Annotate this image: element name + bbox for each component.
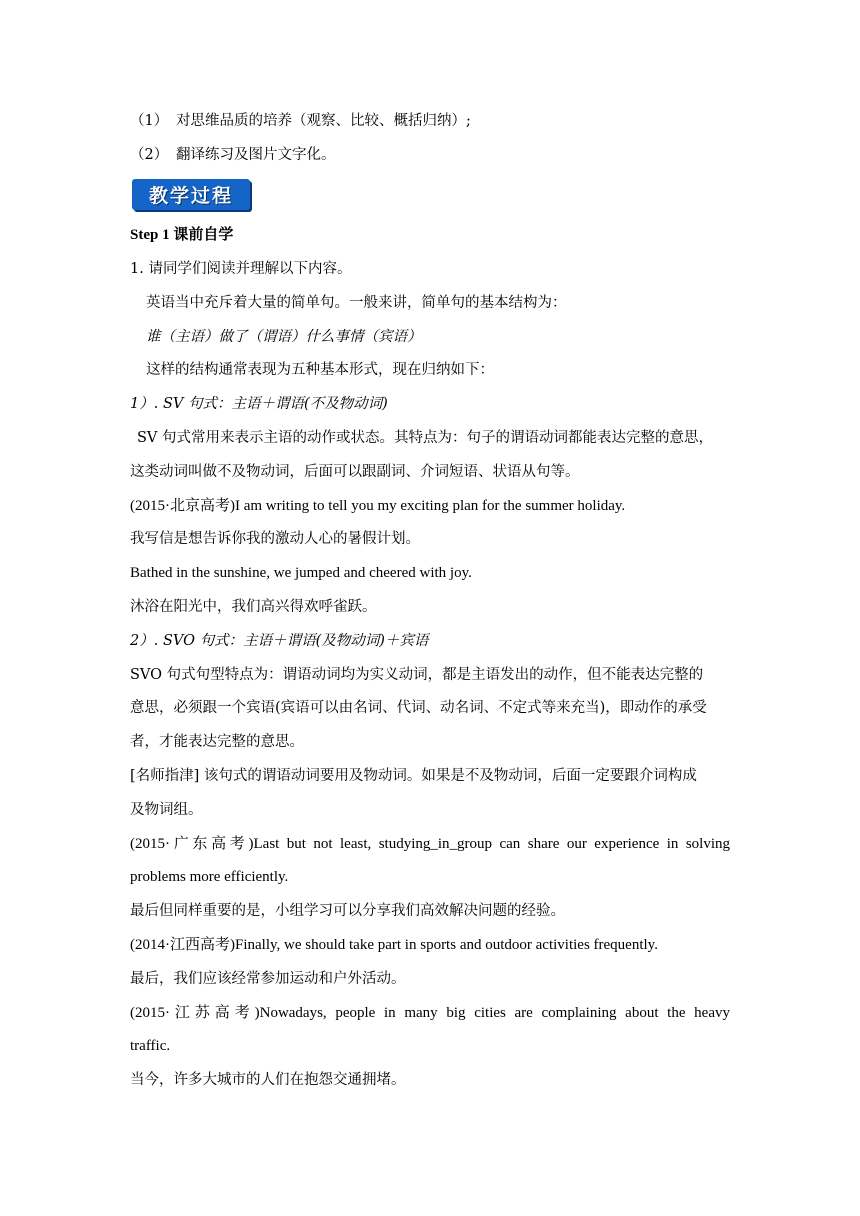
svo-example-1-en-line-1: (2015·广东高考)Last but not least, studying_in_group can share our experience in solving (130, 836, 730, 852)
svo-desc-line-3: 者，才能表达完整的意思。 (130, 734, 304, 750)
sv-desc-line-1: SV 句式常用来表示主语的动作或状态。其特点为：句子的谓语动词都能表达完整的意思， (137, 430, 714, 446)
objective-1-text: 对思维品质的培养（观察、比较、概括归纳）; (176, 113, 471, 129)
intro-formula: 谁（主语）做了（谓语）什么事情（宾语） (146, 329, 422, 345)
svo-desc-line-2: 意思，必须跟一个宾语(宾语可以由名词、代词、动名词、不定式等来充当)，即动作的承受 (130, 700, 707, 716)
svo-example-2-en: (2014·江西高考)Finally, we should take part in sports and outdoor activities frequently. (130, 937, 658, 953)
svo-example-3-cn: 当今，许多大城市的人们在抱怨交通拥堵。 (130, 1072, 406, 1088)
objective-2-number: （2） (130, 147, 169, 163)
objective-2 (130, 145, 336, 165)
sv-example-2-cn: 沐浴在阳光中，我们高兴得欢呼雀跃。 (130, 599, 377, 615)
svo-example-1-en-line-2: problems more efficiently. (130, 869, 289, 885)
sv-example-1-en: (2015·北京高考)I am writing to tell you my exciting plan for the summer holiday. (130, 498, 626, 514)
svo-example-3-en-line-2: traffic. (130, 1038, 171, 1054)
intro-line-1: 英语当中充斥着大量的简单句。一般来讲，简单句的基本结构为： (146, 295, 567, 311)
sv-example-2-en: Bathed in the sunshine, we jumped and cheered with joy. (130, 565, 472, 581)
objective-1 (130, 111, 471, 131)
svo-example-1-cn: 最后但同样重要的是，小组学习可以分享我们高效解决问题的经验。 (130, 903, 565, 919)
svo-heading: 2）. SVO 句式：主语＋谓语(及物动词)＋宾语 (130, 633, 429, 649)
section-banner (132, 179, 250, 210)
objective-2-text: 翻译练习及图片文字化。 (176, 147, 336, 163)
intro-line-3: 这样的结构通常表现为五种基本形式，现在归纳如下： (146, 362, 494, 378)
objective-1-number: （1） (130, 113, 169, 129)
svo-tip-line-2: 及物词组。 (130, 802, 203, 818)
sv-example-1-cn: 我写信是想告诉你我的激动人心的暑假计划。 (130, 531, 420, 547)
item-1: 1. 请同学们阅读并理解以下内容。 (130, 261, 352, 277)
sv-desc-line-2: 这类动词叫做不及物动词，后面可以跟副词、介词短语、状语从句等。 (130, 464, 580, 480)
svo-example-2-cn: 最后，我们应该经常参加运动和户外活动。 (130, 971, 406, 987)
svo-example-3-en-line-1: (2015·江苏高考)Nowadays, people in many big cities are complaining about the heavy (130, 1005, 730, 1021)
section-banner-label: 教学过程 (148, 185, 233, 207)
svo-desc-line-1: SVO 句式句型特点为：谓语动词均为实义动词，都是主语发出的动作，但不能表达完整的 (130, 667, 704, 683)
step-heading: Step 1 课前自学 (130, 227, 234, 243)
sv-heading: 1）. SV 句式：主语＋谓语(不及物动词) (130, 396, 388, 412)
svo-tip-line-1: [名师指津] 该句式的谓语动词要用及物动词。如果是不及物动词，后面一定要跟介词构成 (130, 768, 697, 784)
